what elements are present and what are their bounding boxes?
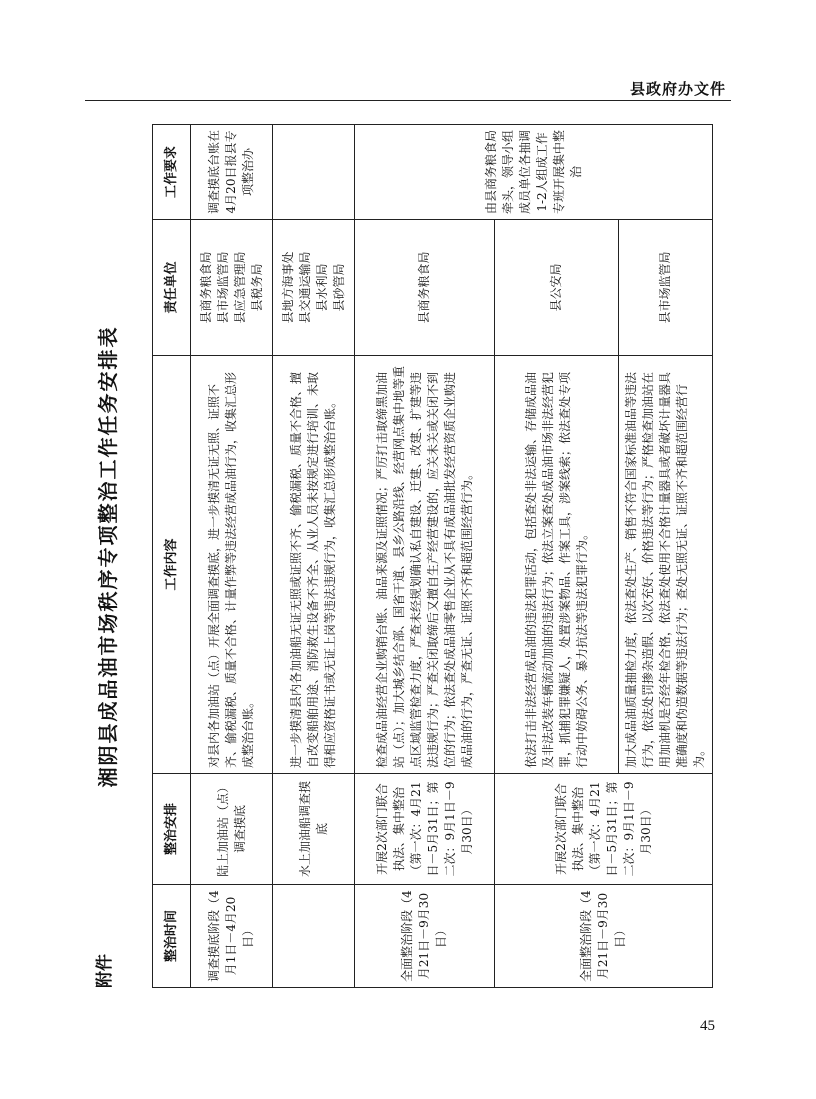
table-row (495, 125, 619, 988)
cell-requirement: 调查摸底台账在4月20日报县专项整治办 (191, 125, 273, 220)
cell-time-empty (273, 885, 355, 988)
cell-units: 县公安局 (495, 220, 619, 356)
table-header-row (153, 125, 191, 988)
document-type-header: 县政府办文件 (629, 80, 726, 98)
cell-arrangement: 水上加油船调查摸底 (273, 774, 355, 885)
task-table (152, 124, 713, 988)
cell-content: 对县内各加油站（点）开展全面调查摸底，进一步摸清无证无照、证照不齐、偷税漏税、质量不合格、计量作弊等违法经营成品油行为，收集汇总形成整治台账。 (191, 356, 273, 774)
cell-units: 县商务粮食局 (355, 220, 495, 356)
attachment-label: 附件 (95, 954, 115, 988)
column-header: 工作内容 (153, 356, 191, 774)
cell-content: 依法打击非法经营成品油的违法犯罪活动，包括查处非法运输、存储成品油及非法改装车辆流动加油的违法行为；依法立案查处成品油市场非法经营犯罪，抓捕犯罪嫌疑人，处置涉案物品、作案工具，涉案线索；依法查处专项行动中妨碍公务、暴力抗法等违法犯罪行为。 (495, 356, 619, 774)
column-header: 责任单位 (153, 220, 191, 356)
table-row (191, 125, 273, 988)
cell-time: 调查摸底阶段（4月1日－4月20日） (191, 885, 273, 988)
rotated-table-block (95, 125, 712, 988)
header-rule (85, 100, 731, 101)
cell-time: 全面整治阶段（4月21日－9月30日） (355, 885, 495, 988)
cell-arrangement: 开展2次部门联合执法、集中整治（第一次：4月21日－5月31日；第二次：9月1日－9月30日） (495, 774, 713, 885)
table-row (355, 125, 495, 988)
page-number: 45 (700, 1018, 715, 1034)
page-title: 湘阴县成品油市场秩序专项整治工作任务安排表 (96, 325, 120, 788)
column-header: 整治时间 (153, 885, 191, 988)
table-row (273, 125, 355, 988)
cell-requirement: 由县商务粮食局牵头，领导小组成员单位各抽调1-2人组成工作专班开展集中整治 (355, 125, 713, 220)
cell-content: 检查成品油经营企业购销台账、油品来源及证照情况；严厉打击取缔黑加油站（点）；加大城乡结合部、国省干道、县乡公路沿线、经营网点集中地等重点区域监管检查力度，严查未经规划确认私自建设、迁建、改建、扩建等违法违规行为；严查关闭取缔后又擅自生产经营建设的，应关未关或关闭不到位的行为；依法查处成品油零售企业从不具有成品油批发经营资质企业购进成品油的行为，严查无证、证照不齐和超范围经营行为。 (355, 356, 495, 774)
cell-content: 加大成品油质量抽检力度，依法查处生产、销售不符合国家标准油品等违法行为，依法处罚掺杂造假、以次充好、价格违法等行为；严格检查加油站在用加油机是否经年检合格，依法查处使用不合格计量器具或者破坏计量器具准确度和伪造数据等违法行为；查处无照无证、证照不齐和超范围经营行为。 (619, 356, 713, 774)
column-header: 工作要求 (153, 125, 191, 220)
cell-units: 县商务粮食局 县市场监管局 县应急管理局 县税务局 (191, 220, 273, 356)
cell-units: 县地方海事处 县交通运输局 县水利局 县砂管局 (273, 220, 355, 356)
column-header: 整治安排 (153, 774, 191, 885)
cell-units: 县市场监管局 (619, 220, 713, 356)
cell-time: 全面整治阶段（4月21日－9月30日） (495, 885, 713, 988)
cell-content: 进一步摸清县内各加油船无证无照或证照不齐、偷税漏税、质量不合格、擅自改变船舶用途、消防救生设备不齐全、从业人员未按规定进行培训、未取得相应资格证书或无证上岗等违法违规行为，收集汇总形成整治台账。 (273, 356, 355, 774)
cell-arrangement: 陆上加油站（点）调查摸底 (191, 774, 273, 885)
cell-requirement-empty (273, 125, 355, 220)
cell-arrangement: 开展2次部门联合执法、集中整治（第一次：4月21日－5月31日；第二次：9月1日－9月30日） (355, 774, 495, 885)
